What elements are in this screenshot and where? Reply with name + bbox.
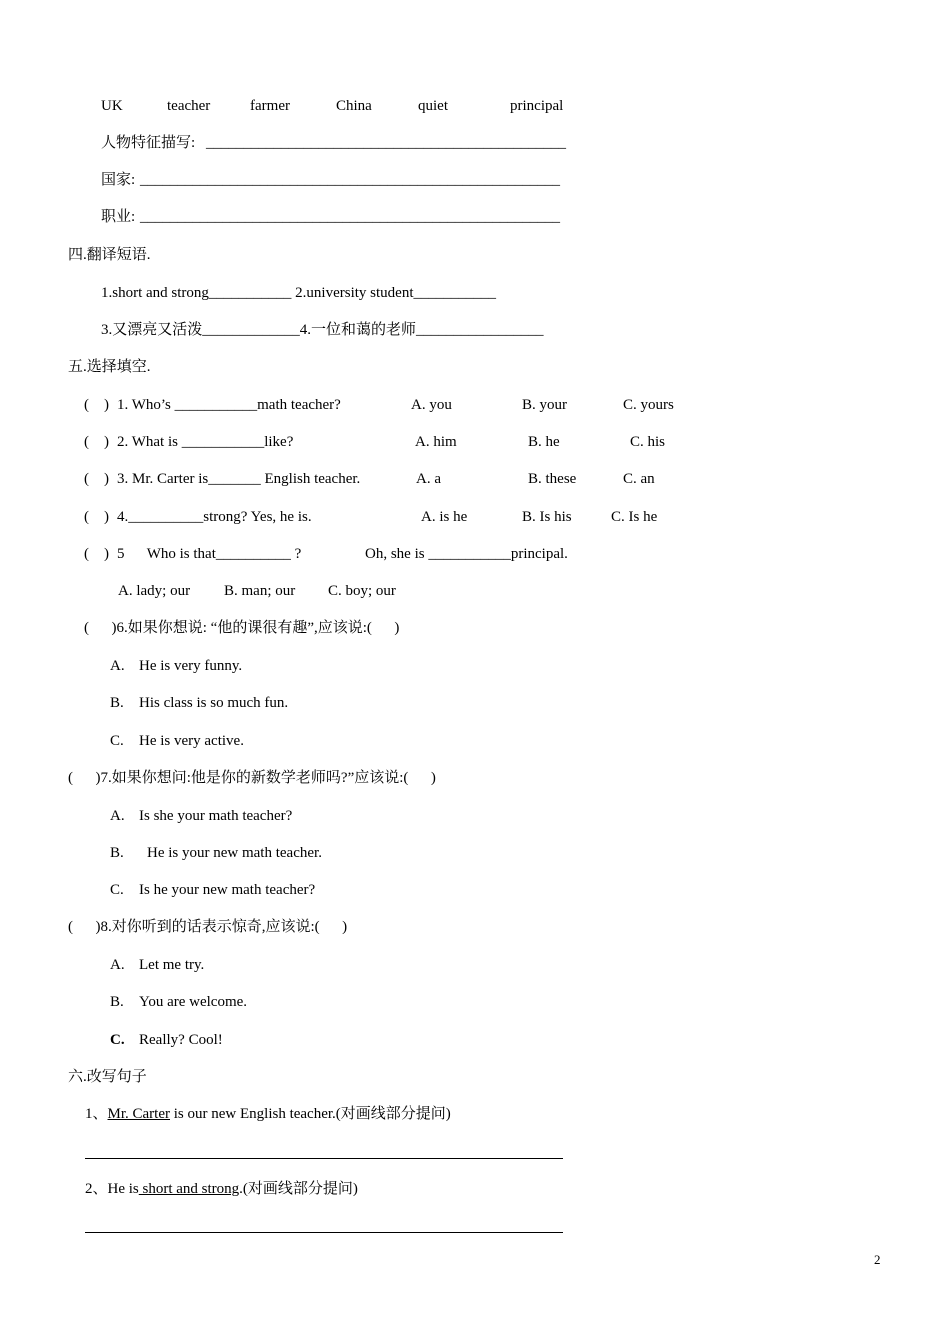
option-letter: B. xyxy=(110,994,124,1010)
category-label: 人物特征描写: xyxy=(101,135,196,151)
option-b: B. your xyxy=(522,397,567,413)
option-a: A. him xyxy=(415,434,457,450)
sentence-rest: .(对画线部分提问) xyxy=(239,1181,358,1197)
word-bank-item: quiet xyxy=(418,98,448,114)
option-c: C. boy; our xyxy=(328,583,396,599)
question-stem: 1. Who’s ___________math teacher? xyxy=(117,397,341,413)
option-b: B. Is his xyxy=(522,509,572,525)
option-text: He is your new math teacher. xyxy=(147,845,322,861)
underlined-part: Mr. Carter xyxy=(107,1106,170,1122)
phrase-line: 3.又漂亮又活泼_____________4.一位和蔼的老师_________________ xyxy=(101,322,544,338)
option-text: He is very funny. xyxy=(139,658,243,674)
sentence-lead: 2、He is xyxy=(85,1181,139,1197)
option-text: Is he your new math teacher? xyxy=(139,882,316,898)
option-text: His class is so much fun. xyxy=(139,695,289,711)
answer-paren: ( ) xyxy=(84,509,109,525)
underlined-part: short and strong xyxy=(138,1181,240,1197)
option-text: Let me try. xyxy=(139,957,205,973)
option-c: C. an xyxy=(623,471,655,487)
answer-paren: ( ) xyxy=(84,546,109,562)
section-title: 六.改写句子 xyxy=(68,1069,147,1085)
question-stem: ( )8.对你听到的话表示惊奇,应该说:( ) xyxy=(68,919,348,935)
option-a: A. a xyxy=(416,471,441,487)
question-stem: 2. What is ___________like? xyxy=(117,434,294,450)
question-stem: 4.__________strong? Yes, he is. xyxy=(117,509,312,525)
option-b: B. he xyxy=(528,434,560,450)
question-stem: ( )7.如果你想问:他是你的新数学老师吗?”应该说:( ) xyxy=(68,770,436,786)
option-c: C. yours xyxy=(623,397,674,413)
rewrite-sentence-1 xyxy=(85,1104,451,1124)
sentence-rest: is our new English teacher.(对画线部分提问) xyxy=(170,1106,451,1122)
option-text: He is very active. xyxy=(139,733,244,749)
option-a: A. lady; our xyxy=(118,583,191,599)
word-bank-item: teacher xyxy=(167,98,211,114)
option-c: C. his xyxy=(630,434,666,450)
option-letter: B. xyxy=(110,845,124,861)
section-title: 五.选择填空. xyxy=(68,359,151,375)
option-letter: A. xyxy=(110,808,125,824)
answer-paren: ( ) xyxy=(84,471,109,487)
category-label: 国家: xyxy=(101,172,136,188)
section-title: 四.翻译短语. xyxy=(68,247,151,263)
option-c: C. Is he xyxy=(611,509,658,525)
answer-paren: ( ) xyxy=(84,397,109,413)
question-stem: 5 Who is that__________ ? xyxy=(117,546,302,562)
word-bank-item: farmer xyxy=(250,98,290,114)
category-blank: ________________________________________________ xyxy=(206,135,566,151)
option-text: Really? Cool! xyxy=(139,1032,223,1048)
option-letter: A. xyxy=(110,957,125,973)
option-a: A. is he xyxy=(421,509,468,525)
option-b: B. man; our xyxy=(224,583,296,599)
option-text: You are welcome. xyxy=(139,994,248,1010)
option-letter: C. xyxy=(110,1032,125,1048)
word-bank-item: UK xyxy=(101,98,123,114)
page-number: 2 xyxy=(874,1252,881,1267)
option-letter: C. xyxy=(110,882,124,898)
option-text: Is she your math teacher? xyxy=(139,808,293,824)
rewrite-sentence-2 xyxy=(85,1179,358,1199)
sentence-number: 1、 xyxy=(85,1106,108,1122)
answer-line xyxy=(85,1158,563,1159)
answer-line xyxy=(85,1232,563,1233)
answer-paren: ( ) xyxy=(84,434,109,450)
category-blank: ________________________________________________________ xyxy=(140,172,560,188)
word-bank-item: principal xyxy=(510,98,564,114)
word-bank-item: China xyxy=(336,98,372,114)
question-stem: ( )6.如果你想说: “他的课很有趣”,应该说:( ) xyxy=(84,620,400,636)
option-letter: A. xyxy=(110,658,125,674)
question-stem: 3. Mr. Carter is_______ English teacher. xyxy=(117,471,361,487)
question-stem-reply: Oh, she is ___________principal. xyxy=(365,546,568,562)
option-b: B. these xyxy=(528,471,577,487)
option-letter: B. xyxy=(110,695,124,711)
phrase-line: 1.short and strong___________ 2.university student___________ xyxy=(101,285,496,301)
category-blank: ________________________________________________________ xyxy=(140,209,560,225)
category-label: 职业: xyxy=(101,209,136,225)
option-a: A. you xyxy=(411,397,452,413)
option-letter: C. xyxy=(110,733,124,749)
